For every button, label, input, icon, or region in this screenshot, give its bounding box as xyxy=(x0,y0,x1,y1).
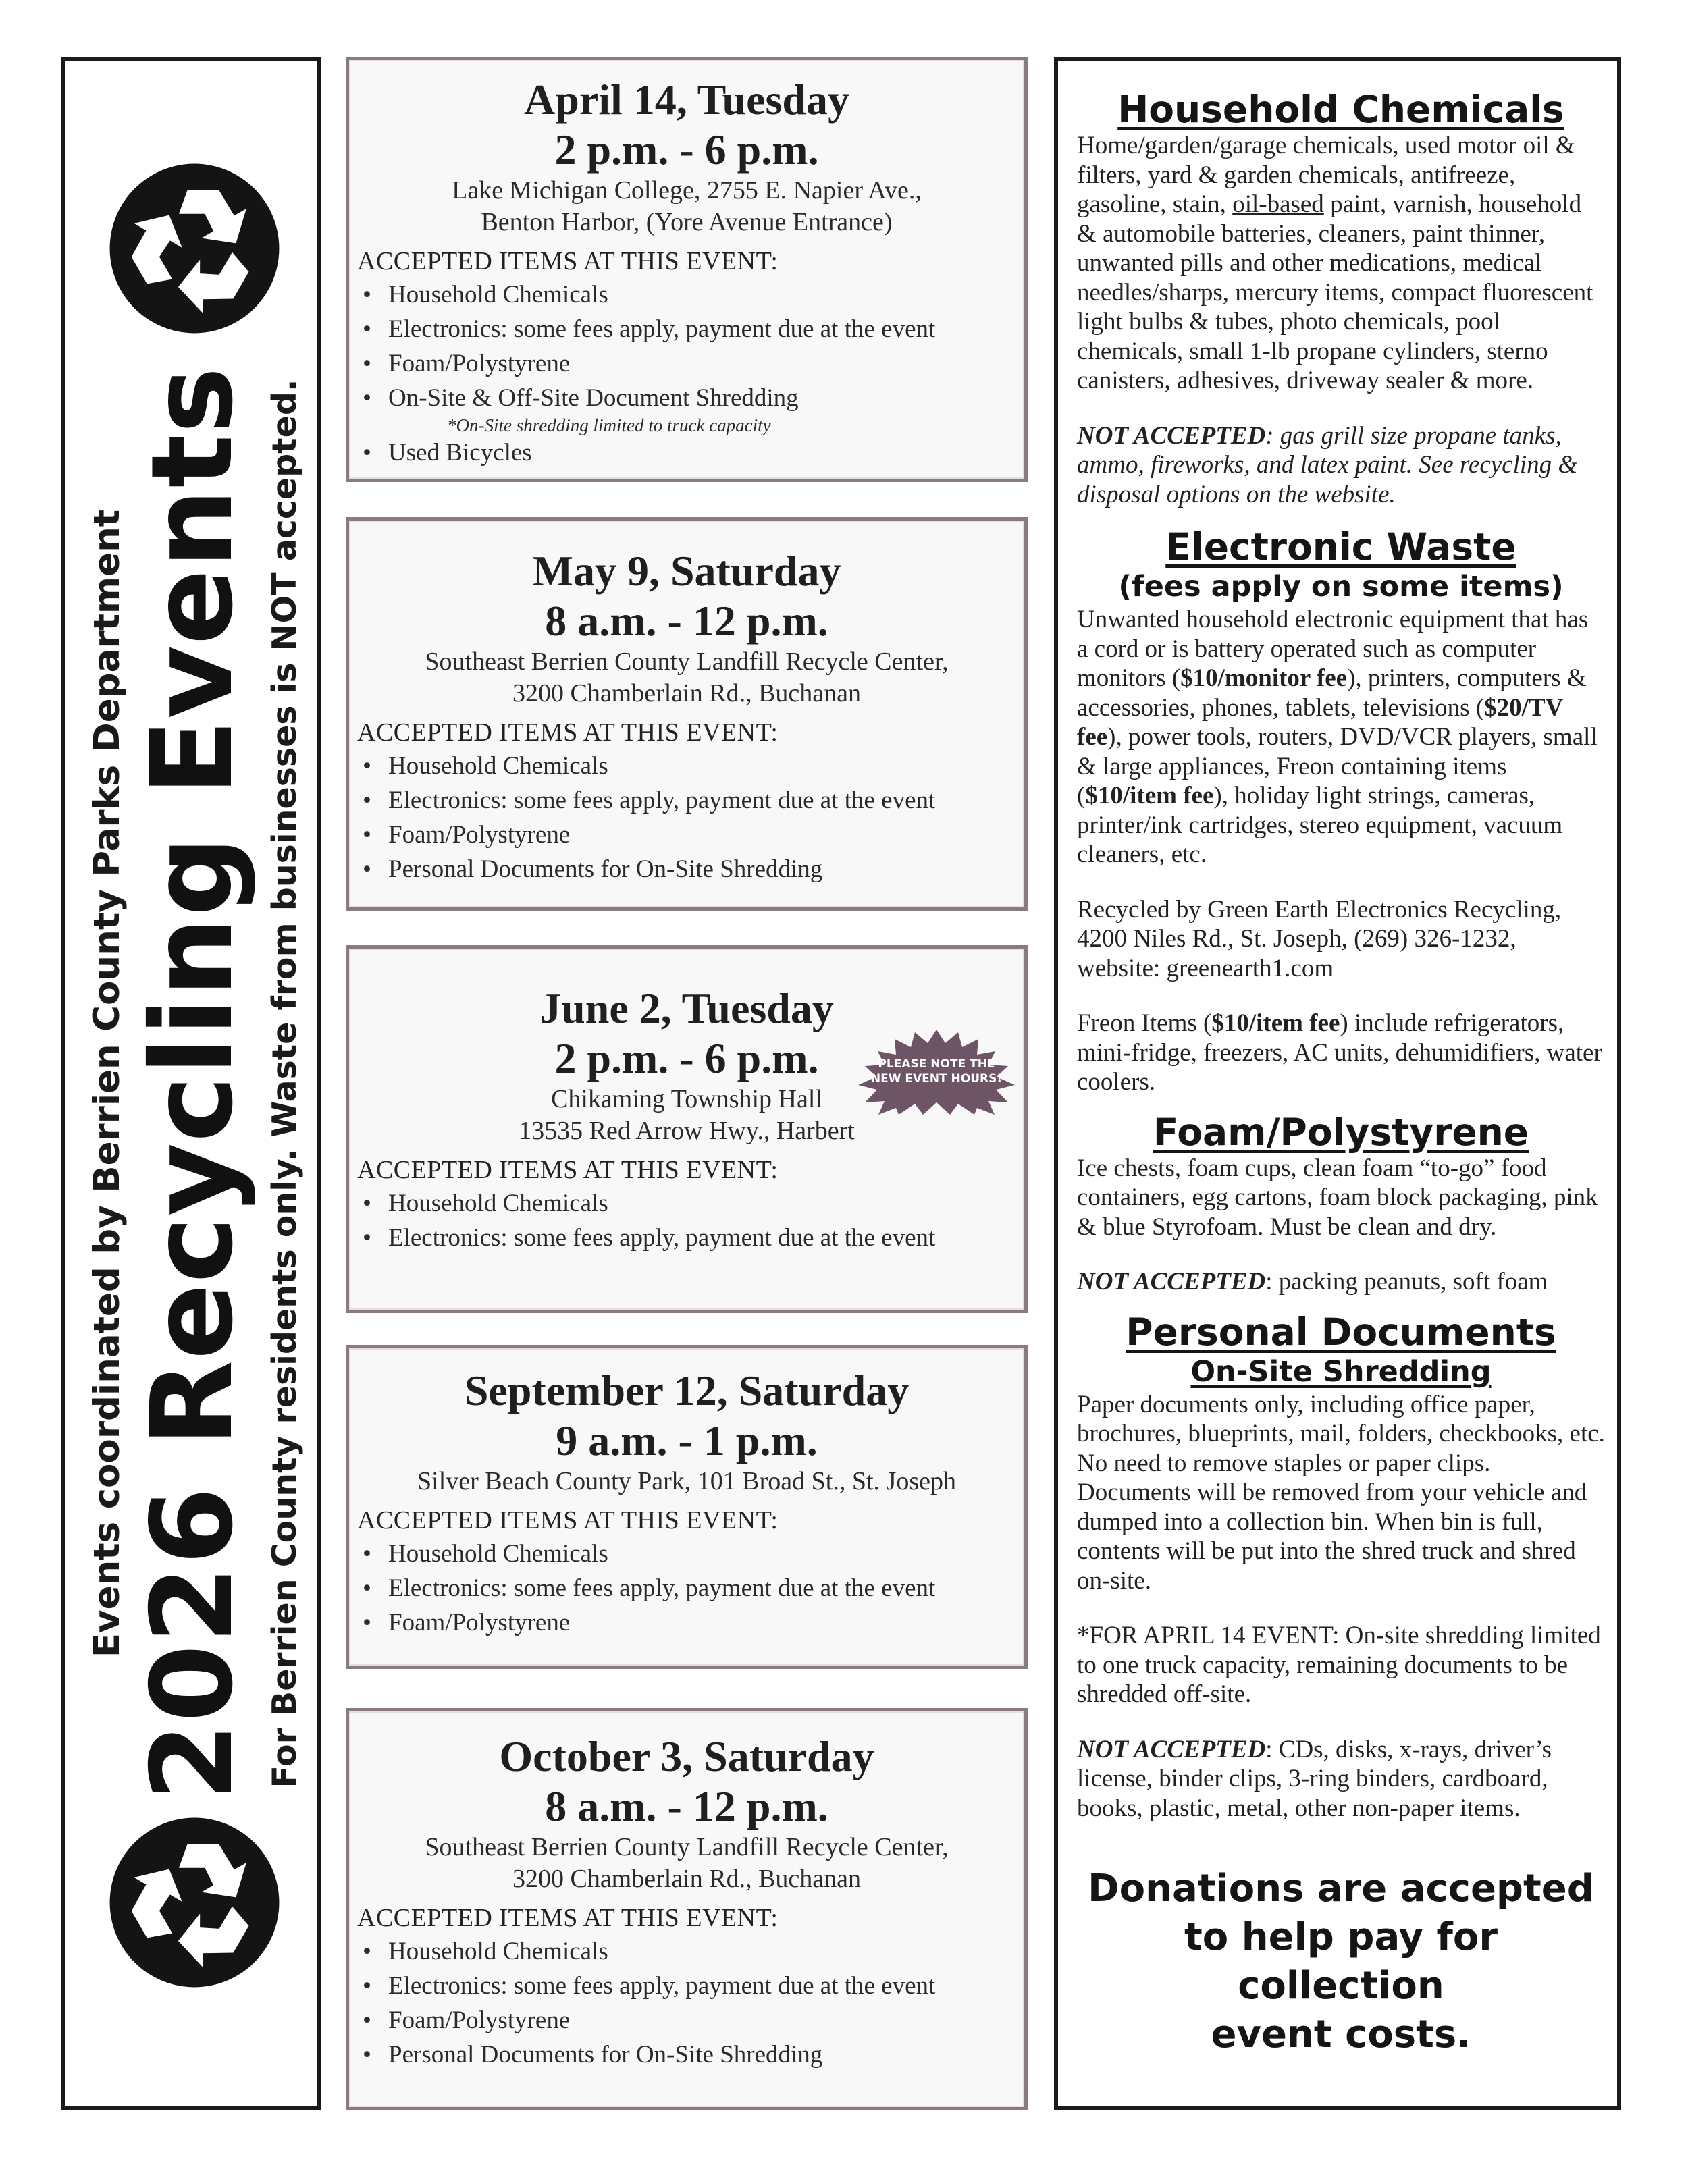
list-item-label: Foam/Polystyrene xyxy=(388,350,571,377)
list-item xyxy=(359,435,1024,470)
body-text: ), power tools, routers, DVD/VCR players, small & large appliances, Freon containing items ( xyxy=(1077,723,1598,809)
not-accepted-label: NOT ACCEPTED xyxy=(1077,421,1266,450)
bullet-icon: • xyxy=(363,821,371,849)
bullet-icon: • xyxy=(363,752,371,780)
event-card-october xyxy=(346,1708,1028,2110)
banner xyxy=(61,57,321,2110)
bullet-icon: • xyxy=(363,439,371,467)
list-item xyxy=(359,2037,1024,2072)
event-card-may xyxy=(346,517,1028,911)
bullet-icon: • xyxy=(363,384,371,412)
event-location: 3200 Chamberlain Rd., Buchanan xyxy=(512,1865,862,1893)
event-date: October 3, Saturday xyxy=(499,1732,874,1780)
list-item xyxy=(359,1605,1024,1640)
bullet-icon: • xyxy=(363,2041,371,2069)
bullet-icon: • xyxy=(363,787,371,814)
accepted-heading: ACCEPTED ITEMS AT THIS EVENT: xyxy=(357,1904,779,1932)
not-accepted-text: : packing peanuts, soft foam xyxy=(1265,1268,1548,1296)
event-location: 13535 Red Arrow Hwy., Harbert xyxy=(519,1117,855,1145)
list-item xyxy=(359,1969,1024,2003)
body-text: ) include refrigerators, mini-fridge, freezers, AC units, dehumidifiers, water coolers. xyxy=(1077,1009,1602,1096)
bullet-icon: • xyxy=(363,855,371,883)
not-accepted-label: NOT ACCEPTED xyxy=(1077,1735,1266,1763)
list-item-label: Household Chemicals xyxy=(388,1190,608,1217)
event-location: Silver Beach County Park, 101 Broad St., St. Joseph xyxy=(417,1467,956,1495)
event-location: 3200 Chamberlain Rd., Buchanan xyxy=(512,679,862,708)
accepted-heading: ACCEPTED ITEMS AT THIS EVENT: xyxy=(357,1156,779,1184)
documents-not-accepted xyxy=(1077,1735,1605,1823)
donations-note xyxy=(1077,1865,1605,2059)
list-item xyxy=(359,277,1024,312)
bullet-icon: • xyxy=(363,315,371,343)
event-time: 8 a.m. - 12 p.m. xyxy=(545,1782,828,1830)
accepted-list xyxy=(349,1186,1024,1255)
bullet-icon: • xyxy=(363,1190,371,1217)
accepted-list xyxy=(349,277,1024,415)
recycle-icon xyxy=(108,1816,281,1989)
info-panel xyxy=(1054,57,1621,2110)
list-item-label: Foam/Polystyrene xyxy=(388,2006,571,2034)
list-item-label: Household Chemicals xyxy=(388,752,608,780)
list-item-label: Household Chemicals xyxy=(388,1938,608,1965)
household-chemicals-body xyxy=(1077,131,1605,396)
donations-line: to help pay for collection xyxy=(1184,1915,1498,2008)
badge-line: NEW EVENT HOURS! xyxy=(870,1072,1003,1086)
event-time: 8 a.m. - 12 p.m. xyxy=(545,597,828,645)
event-date: September 12, Saturday xyxy=(464,1366,909,1414)
event-date: April 14, Tuesday xyxy=(524,76,849,124)
event-card-september xyxy=(346,1345,1028,1669)
not-accepted-text: : CDs, disks, x-rays, driver’s license, binder clips, 3-ring binders, cardboard, books, plastic, metal, other non-paper items. xyxy=(1077,1735,1552,1822)
list-item-label: Household Chemicals xyxy=(388,1540,608,1568)
bullet-icon: • xyxy=(363,1540,371,1568)
department-line: Events coordinated by Berrien County Parks Department xyxy=(86,509,128,1658)
event-location: Southeast Berrien County Landfill Recycle Center, xyxy=(425,1833,949,1861)
list-item-label: Foam/Polystyrene xyxy=(388,1609,571,1636)
list-item xyxy=(359,783,1024,818)
recycle-icon xyxy=(108,162,281,335)
foam-not-accepted xyxy=(1077,1267,1605,1297)
event-location: Benton Harbor, (Yore Avenue Entrance) xyxy=(481,208,893,236)
body-text-underlined: oil-based xyxy=(1232,190,1324,218)
accepted-list xyxy=(349,749,1024,886)
list-item-label: Personal Documents for On-Site Shredding xyxy=(388,2041,823,2069)
list-item xyxy=(359,312,1024,346)
accepted-heading: ACCEPTED ITEMS AT THIS EVENT: xyxy=(357,718,779,747)
body-text: ), holiday light strings, cameras, printer/ink cartridges, stereo equipment, vacuum cleaners, etc. xyxy=(1077,782,1563,868)
banner-text-group xyxy=(61,311,321,1857)
badge-line: PLEASE NOTE THE xyxy=(878,1057,995,1071)
bullet-icon: • xyxy=(363,281,371,309)
electronic-waste-heading: Electronic Waste xyxy=(1165,525,1516,568)
accepted-heading: ACCEPTED ITEMS AT THIS EVENT: xyxy=(357,1506,779,1535)
event-card-june xyxy=(346,945,1028,1313)
donations-line: event costs. xyxy=(1211,2013,1471,2056)
bullet-icon: • xyxy=(363,1938,371,1965)
event-time: 9 a.m. - 1 p.m. xyxy=(556,1416,818,1464)
list-item xyxy=(359,1537,1024,1571)
list-item-label: Household Chemicals xyxy=(388,281,608,309)
list-item xyxy=(359,852,1024,886)
foam-body: Ice chests, foam cups, clean foam “to-go” food containers, egg cartons, foam block packaging, pink & blue Styrofoam. Must be clean and dry. xyxy=(1077,1154,1598,1241)
shredding-note: *On-Site shredding limited to truck capacity xyxy=(447,415,771,435)
list-item xyxy=(359,818,1024,852)
list-item xyxy=(359,1221,1024,1255)
body-text: Unwanted household electronic equipment that has a cord or is battery operated such as computer monitors ( xyxy=(1077,606,1589,692)
list-item xyxy=(359,2003,1024,2037)
household-chemicals-heading: Household Chemicals xyxy=(1117,88,1564,131)
bullet-icon: • xyxy=(363,1224,371,1252)
body-text: Home/garden/garage chemicals, used motor oil & filters, yard & garden chemicals, antifreeze, gasoline, stain, xyxy=(1077,132,1575,218)
list-item-label: Electronics: some fees apply, payment due at the event xyxy=(388,1224,936,1252)
event-date: May 9, Saturday xyxy=(532,547,841,595)
not-accepted-label: NOT ACCEPTED xyxy=(1077,1268,1266,1296)
page-title: 2026 Recycling Events xyxy=(128,366,258,1801)
list-item-label: Electronics: some fees apply, payment due at the event xyxy=(388,787,936,814)
event-location: Southeast Berrien County Landfill Recycle Center, xyxy=(425,647,949,676)
list-item xyxy=(359,749,1024,783)
fee-text: $10/item fee xyxy=(1085,782,1214,809)
electronic-waste-subheading: (fees apply on some items) xyxy=(1118,570,1564,604)
accepted-list xyxy=(349,1537,1024,1640)
bullet-icon: • xyxy=(363,1609,371,1636)
april-shredding-note: *FOR APRIL 14 EVENT: On-site shredding limited to one truck capacity, remaining documents to be shredded off-site. xyxy=(1077,1622,1601,1708)
body-text: Freon Items ( xyxy=(1077,1009,1212,1037)
donations-line: Donations are accepted xyxy=(1088,1867,1594,1911)
list-item xyxy=(359,381,1024,415)
list-item-label: Electronics: some fees apply, payment due at the event xyxy=(388,1574,936,1602)
list-item-label: Foam/Polystyrene xyxy=(388,821,571,849)
list-item xyxy=(359,1934,1024,1969)
list-item-label: Used Bicycles xyxy=(388,439,532,467)
event-location: Chikaming Township Hall xyxy=(551,1085,822,1113)
personal-documents-heading: Personal Documents xyxy=(1126,1310,1556,1354)
bullet-icon: • xyxy=(363,1574,371,1602)
list-item-label: On-Site & Off-Site Document Shredding xyxy=(388,384,799,412)
event-location: Lake Michigan College, 2755 E. Napier Ave., xyxy=(452,176,922,205)
body-text: paint, varnish, household & automobile batteries, cleaners, paint thinner, unwanted pills and other medications, medical needles/sharps, mercury items, compact fluorescent light bulbs & tubes, photo chemicals, pool chemicals, small 1-lb propane cylinders, sterno canisters, adhesives, driveway sealer & more. xyxy=(1077,190,1593,394)
personal-documents-subheading: On-Site Shredding xyxy=(1190,1354,1492,1389)
list-item xyxy=(359,346,1024,381)
event-date: June 2, Tuesday xyxy=(539,984,834,1032)
residents-line: For Berrien County residents only. Waste from businesses is NOT accepted. xyxy=(265,379,304,1788)
accepted-list-continued xyxy=(349,435,1024,470)
list-item-label: Electronics: some fees apply, payment due at the event xyxy=(388,315,936,343)
list-item xyxy=(359,1571,1024,1605)
bullet-icon: • xyxy=(363,2006,371,2034)
list-item-label: Electronics: some fees apply, payment due at the event xyxy=(388,1972,936,2000)
body-text: ), printers, computers & accessories, phones, tablets, televisions ( xyxy=(1077,664,1587,722)
accepted-list xyxy=(349,1934,1024,2072)
accepted-heading: ACCEPTED ITEMS AT THIS EVENT: xyxy=(357,247,779,275)
bullet-icon: • xyxy=(363,350,371,377)
bullet-icon: • xyxy=(363,1972,371,2000)
event-time: 2 p.m. - 6 p.m. xyxy=(554,1034,819,1082)
fee-text: $10/monitor fee xyxy=(1180,664,1348,692)
freon-info xyxy=(1077,1009,1605,1097)
electronic-waste-body xyxy=(1077,605,1605,870)
recycler-info: Recycled by Green Earth Electronics Recycling, 4200 Niles Rd., St. Joseph, (269) 326-1232, website: greenearth1.com xyxy=(1077,895,1562,982)
fee-text: $20/TV fee xyxy=(1077,693,1563,751)
list-item-label: Personal Documents for On-Site Shredding xyxy=(388,855,823,883)
chemicals-not-accepted xyxy=(1077,421,1605,510)
foam-heading: Foam/Polystyrene xyxy=(1153,1110,1529,1154)
event-time: 2 p.m. - 6 p.m. xyxy=(554,126,819,174)
not-accepted-text: : gas grill size propane tanks, ammo, fireworks, and latex paint. See recycling & disposal options on the website. xyxy=(1077,421,1578,508)
event-card-april xyxy=(346,57,1028,482)
new-hours-badge xyxy=(855,1057,1018,1086)
fee-text: $10/item fee xyxy=(1211,1009,1340,1037)
personal-documents-body: Paper documents only, including office paper, brochures, blueprints, mail, folders, checkbooks, etc. No need to remove staples or paper clips. Documents will be removed from your vehicle and dumped into a collection bin. When bin is full, contents will be put into the shred truck and shred on-site. xyxy=(1077,1390,1605,1595)
list-item xyxy=(359,1186,1024,1221)
